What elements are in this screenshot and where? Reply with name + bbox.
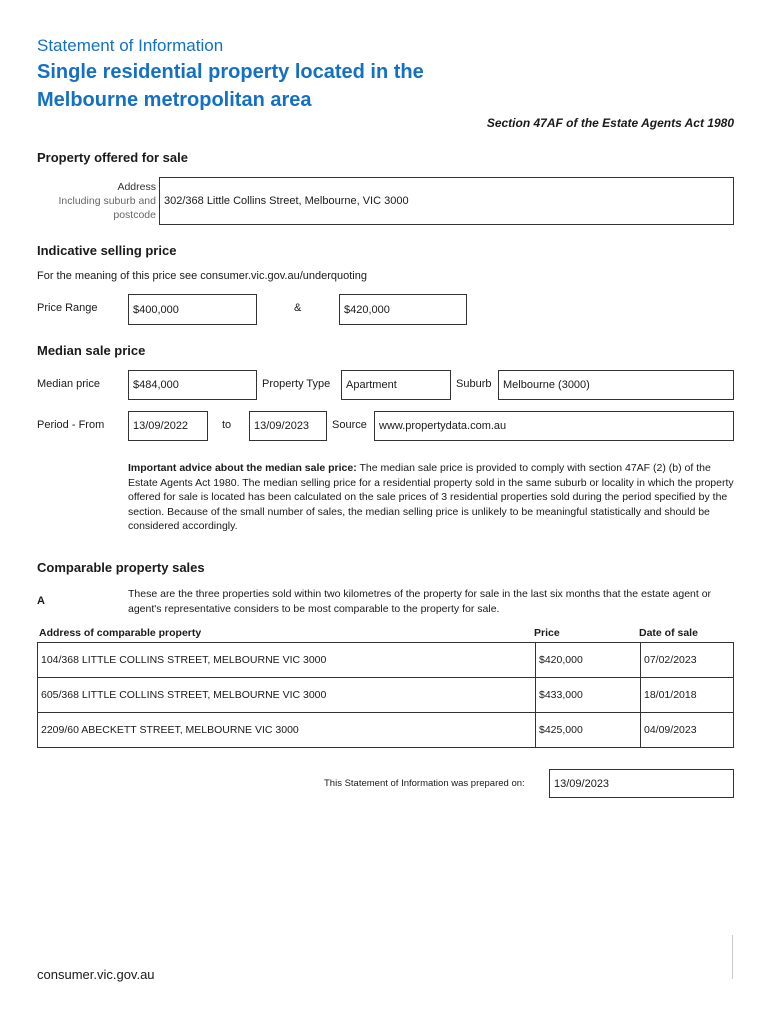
property-type-label: Property Type xyxy=(262,378,331,390)
comparable-price-cell: $425,000 xyxy=(536,713,641,748)
col-header-date: Date of sale xyxy=(639,627,698,639)
period-to-label: to xyxy=(222,419,232,431)
footer-divider xyxy=(732,935,733,979)
table-row xyxy=(38,678,734,713)
source-label: Source xyxy=(332,419,367,431)
address-sub-label-2: postcode xyxy=(113,209,156,221)
source-field[interactable]: www.propertydata.com.au xyxy=(374,411,734,441)
col-header-address: Address of comparable property xyxy=(39,627,202,639)
comparable-address-cell: 2209/60 ABECKETT STREET, MELBOURNE VIC 3000 xyxy=(38,713,536,748)
comparable-date-cell: 07/02/2023 xyxy=(641,643,734,678)
prepared-on-label: This Statement of Information was prepared on: xyxy=(324,778,525,789)
comparable-address-cell: 605/368 LITTLE COLLINS STREET, MELBOURNE VIC 3000 xyxy=(38,678,536,713)
comparable-description: These are the three properties sold within two kilometres of the property for sale in the last six months that the estate agent or agent's representative considers to be most comparable to the property for sale. xyxy=(128,588,712,615)
indicative-section-title: Indicative selling price xyxy=(37,243,177,258)
comparable-address-cell: 104/368 LITTLE COLLINS STREET, MELBOURNE VIC 3000 xyxy=(38,643,536,678)
page-title-line2: Melbourne metropolitan area xyxy=(37,89,312,111)
act-reference: Section 47AF of the Estate Agents Act 1980 xyxy=(486,116,734,130)
comparable-date-cell: 04/09/2023 xyxy=(641,713,734,748)
property-type-field[interactable]: Apartment xyxy=(341,370,451,400)
comparable-date-cell: 18/01/2018 xyxy=(641,678,734,713)
comparable-price-cell: $433,000 xyxy=(536,678,641,713)
option-letter: A xyxy=(37,595,45,607)
table-row xyxy=(38,643,734,678)
price-range-low-field[interactable]: $400,000 xyxy=(128,294,257,325)
period-from-label: Period - From xyxy=(37,419,105,431)
address-label: Address xyxy=(117,181,156,193)
advice-text: The median sale price is provided to comply with section 47AF (2) (b) of the Estate Agents Act 1980. The median selling price for a residential property sold in the same suburb or locality in which the property offered for sale is located has been calculated on the sale prices of 3 residential properties sold during the period specified by the section. Because of the small number of sales, the median selling price is unlikely to be meaningful statistically and should be considered accordingly. xyxy=(128,462,734,532)
price-range-label: Price Range xyxy=(37,302,98,314)
period-from-field[interactable]: 13/09/2022 xyxy=(128,411,208,441)
underquoting-note: For the meaning of this price see consumer.vic.gov.au/underquoting xyxy=(37,270,367,282)
property-section-title: Property offered for sale xyxy=(37,150,188,165)
address-field[interactable]: 302/368 Little Collins Street, Melbourne, VIC 3000 xyxy=(159,177,734,225)
col-header-price: Price xyxy=(534,627,560,639)
address-label-block xyxy=(40,180,156,222)
suburb-label: Suburb xyxy=(456,378,492,390)
page-title-line1: Single residential property located in the xyxy=(37,61,424,83)
table-row xyxy=(38,713,734,748)
footer-site-link[interactable]: consumer.vic.gov.au xyxy=(37,967,155,982)
prepared-on-date-field[interactable]: 13/09/2023 xyxy=(549,769,734,798)
suburb-field[interactable]: Melbourne (3000) xyxy=(498,370,734,400)
median-section-title: Median sale price xyxy=(37,343,146,358)
price-range-high-field[interactable]: $420,000 xyxy=(339,294,467,325)
median-price-field[interactable]: $484,000 xyxy=(128,370,257,400)
price-range-separator: & xyxy=(294,302,302,314)
median-price-label: Median price xyxy=(37,378,100,390)
median-advice-paragraph xyxy=(128,461,736,534)
advice-heading: Important advice about the median sale price: xyxy=(128,462,357,474)
address-sub-label-1: Including suburb and xyxy=(58,195,156,207)
period-to-field[interactable]: 13/09/2023 xyxy=(249,411,327,441)
comparable-section-title: Comparable property sales xyxy=(37,560,205,575)
statement-title: Statement of Information xyxy=(37,36,224,55)
comparable-price-cell: $420,000 xyxy=(536,643,641,678)
comparable-sales-table xyxy=(37,642,734,748)
